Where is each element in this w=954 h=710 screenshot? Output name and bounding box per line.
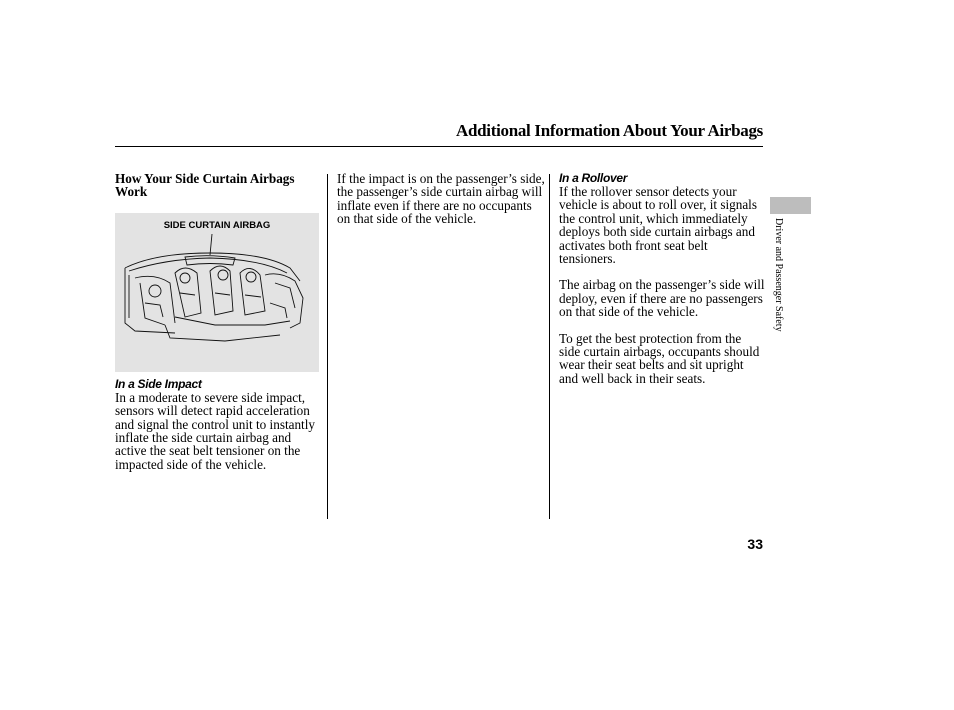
page-number: 33: [747, 536, 763, 552]
side-impact-paragraph: In a moderate to severe side impact, sensors will detect rapid acceleration and signal the control unit to instantly inflate the side curtain airbag and active the seat belt tensioner on the impacted side of the vehicle.: [115, 389, 315, 472]
rollover-paragraph-2: The airbag on the passenger’s side will deploy, even if there are no passengers on that side of the vehicle.: [559, 277, 765, 320]
column-divider-1: [327, 174, 328, 519]
figure-label: SIDE CURTAIN AIRBAG: [163, 219, 271, 231]
rollover-paragraph-3: To get the best protection from the side curtain airbags, occupants should wear their seat belts and sit upright and well back in their seats.: [559, 330, 760, 386]
subhead-side-impact: In a Side Impact: [115, 376, 202, 391]
car-interior-illustration: [115, 213, 319, 372]
section-label-vertical: Driver and Passenger Safety: [773, 218, 784, 332]
title-rule: [115, 146, 763, 147]
column-divider-2: [549, 174, 550, 519]
column-2: [337, 172, 545, 239]
subhead-rollover: In a Rollover: [559, 171, 628, 185]
column-3: [559, 172, 765, 398]
rollover-paragraph-1: If the rollover sensor detects your vehicle is about to roll over, it signals the control unit, which immediately deploys both side curtain airbags and activates both front seat belt tensioners.: [559, 184, 757, 267]
section-title: How Your Side Curtain Airbags Work: [115, 171, 295, 200]
passenger-side-paragraph: If the impact is on the passenger’s side, the passenger’s side curtain airbag will inflate even if there are no occupants on that side of the vehicle.: [337, 171, 545, 227]
section-tab: [770, 197, 811, 214]
column-1: [115, 172, 323, 484]
airbag-figure: [115, 213, 319, 372]
page-title: Additional Information About Your Airbags: [456, 121, 763, 140]
